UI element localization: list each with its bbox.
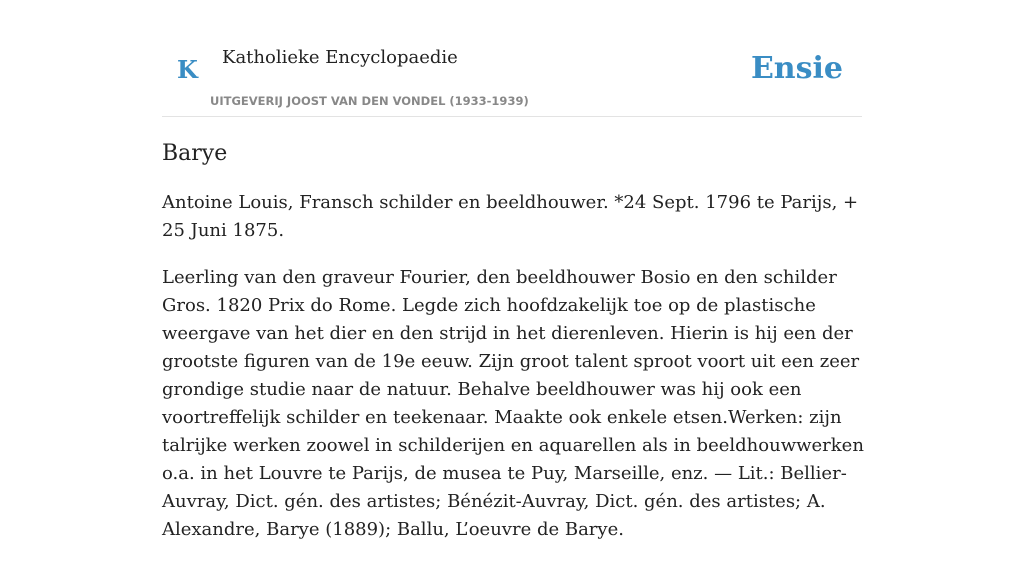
entry-title: Barye [162,141,228,166]
entry-paragraph: Leerling van den graveur Fourier, den beeldhouwer Bosio en den schilder Gros. 1820 Prix do Rome. Legde zich hoofdzakelijk toe op de plastische weergave van het dier en den strijd in het dierenleven. Hierin is hij een der grootste figuren van de 19e eeuw. Zijn groot talent sproot voort uit een zeer grondige studie naar de natuur. Behalve beeldhouwer was hij ook een voortreffelijk schilder en teekenaar. Maakte ook enkele etsen.Werken: zijn talrijke werken zoowel in schilderijen en aquarellen als in beeldhouwwerken o.a. in het Louvre te Parijs, de musea te Puy, Marseille, enz. — Lit.: Bellier-Auvray, Dict. gén. des artistes; Bénézit-Auvray, Dict. gén. des artistes; A. Alexandre, Barye (1889); Ballu, L’oeuvre de Barye. [162,267,864,540]
site-title[interactable]: Katholieke Encyclopaedie [222,47,458,68]
article [162,138,864,563]
site-header [162,0,862,117]
encyclopedia-logo-icon[interactable]: K [177,55,198,84]
entry-paragraph: Antoine Louis, Fransch schilder en beeldhouwer. *24 Sept. 1796 te Parijs, + 25 Juni 1875. [162,192,859,241]
publisher-line: UITGEVERIJ JOOST VAN DEN VONDEL (1933-1939) [210,94,529,108]
ensie-logo[interactable]: Ensie [750,51,843,86]
